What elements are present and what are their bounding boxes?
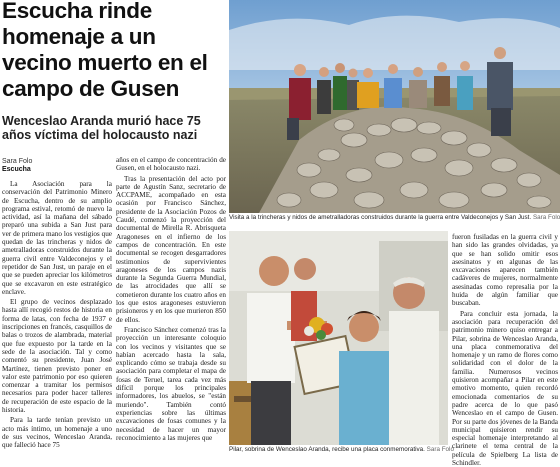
- paragraph: El grupo de vecinos desplazado hasta allí recogió restos de historia en forma de latas, con fecha de 1937 e inscripciones en francés, casquillos de balas o trozos de alambrada, material que fue expuesto por la tarde en la sede de la asociación. Tal y como comentó su presidente, Juan José Martínez, tienen previsto poner en valor este patrimonio por eso quieren comenzar a tramitar los permisos necesarios para poder hacer talleres de recuperación de este espacio de la historia.: [2, 298, 112, 415]
- paragraph: Francisco Sánchez comenzó tras la proyección un interesante coloquio con los vecinos y visitantes que se habían acercado hasta la sala, explicando cómo se trabaja desde su asociación para completar el mapa de fosas de Teruel, tarea cada vez más difícil porque los principales informadores, los abuelos, se "están muriendo". También contó experiencias sobre las últimas excavaciones de fosas comunes y la necesidad de hacer un mayor reconocimiento a las mujeres que: [116, 325, 226, 442]
- photo-plaque-ceremony: [229, 231, 448, 445]
- photo-trench-visit-image: [229, 0, 560, 213]
- headline: Escucha rinde homenaje a un vecino muerto en el campo de Gusen: [2, 0, 208, 101]
- photo-trench-visit: [229, 0, 560, 213]
- photo-plaque-ceremony-image: [229, 231, 448, 445]
- subheadline: Wenceslao Aranda murió hace 75 años víctima del holocausto nazi: [2, 114, 201, 142]
- author-name: Sara Folo: [2, 158, 33, 165]
- paragraph: Para concluir esta jornada, la asociación para recuperación del patrimonio minero quiso entregar a Pilar, sobrina de Wenceslao Aranda, una placa conmemorativa del homenaje y un ramo de flores como solidaridad con el dolor de la familia. Numerosos vecinos quisieron acompañar a Pilar en este emotivo momento, quien recordó emocionada comentarios de su padre acerca de lo que pasó Wenceslao en el campo de Gusen. Por su parte dos jóvenes de la Banda municipal quisieron rendir su especial homenaje interpretando al clarinete el tema central de la película de Spielberg La lista de Schindler.: [452, 309, 558, 467]
- paragraph: Para la tarde tenían previsto un acto más íntimo, un homenaje a uno de sus vecinos, Wenceslao Aranda, que falleció hace 75: [2, 416, 112, 450]
- body-column-2: [116, 156, 226, 456]
- body-column-3: [452, 233, 558, 467]
- photo-plaque-ceremony-caption: [229, 446, 454, 454]
- body-column-1: [2, 180, 112, 456]
- photo-credit: Sara Folo: [426, 446, 454, 453]
- caption-text: Pilar, sobrina de Wenceslao Aranda, recibe una placa conmemorativa.: [229, 446, 425, 453]
- paragraph: fueron fusiladas en la guerra civil y han sido las grandes olvidadas, ya que se han solido omitir esos asesinatos y en algunas de las excavaciones aparecen también cadáveres de mujeres, normalmente asesinadas como represalia por la huida de algún familiar que buscaban.: [452, 233, 558, 308]
- paragraph: Tras la presentación del acto por parte de Agustín Sanz, secretario de ACCPAME, acompañado en esta ocasión por Francisco Sánchez, presidente de la Asociación Pozos de Caudé, comenzó la proyección del documental de Mirella R. Abrisqueta Aragoneses en el infierno de los campos de concentración. En este documental se recogen desgarradores testimonios de supervivientes aragoneses de los campos nazis durante la Segunda Guerra Mundial, de las atrocidades que allí se cometieron durante los cuatro años en los que estos aragoneses estuvieron prisioneros y en los que murieron 850 de ellos.: [116, 174, 226, 324]
- paragraph: La Asociación para la conservación del Patrimonio Minero de Escucha, dentro de su amplio programa estival, retomó de nuevo la actividad, así la mañana del sábado preparó una subida a San Just para ver de primera mano los vestigios que quedan de las trincheras y nidos de ametralladoras construidos durante la guerra civil entre Valdeconejos y el repetidor de San Just, un paraje en el que se pueden apreciar los kilómetros que se excavaron en este estratégico enclave.: [2, 180, 112, 296]
- byline: [2, 158, 112, 174]
- section-label: Escucha: [2, 166, 31, 173]
- paragraph: años en el campo de concentración de Gusen, en el holocausto nazi.: [116, 156, 226, 173]
- photo-trench-visit-caption: [229, 214, 560, 222]
- caption-text: Visita a la trincheras y nidos de ametralladoras construidos durante la guerra entre Valdeconejos y San Just.: [229, 214, 532, 221]
- photo-credit: Sara Folo: [532, 214, 560, 221]
